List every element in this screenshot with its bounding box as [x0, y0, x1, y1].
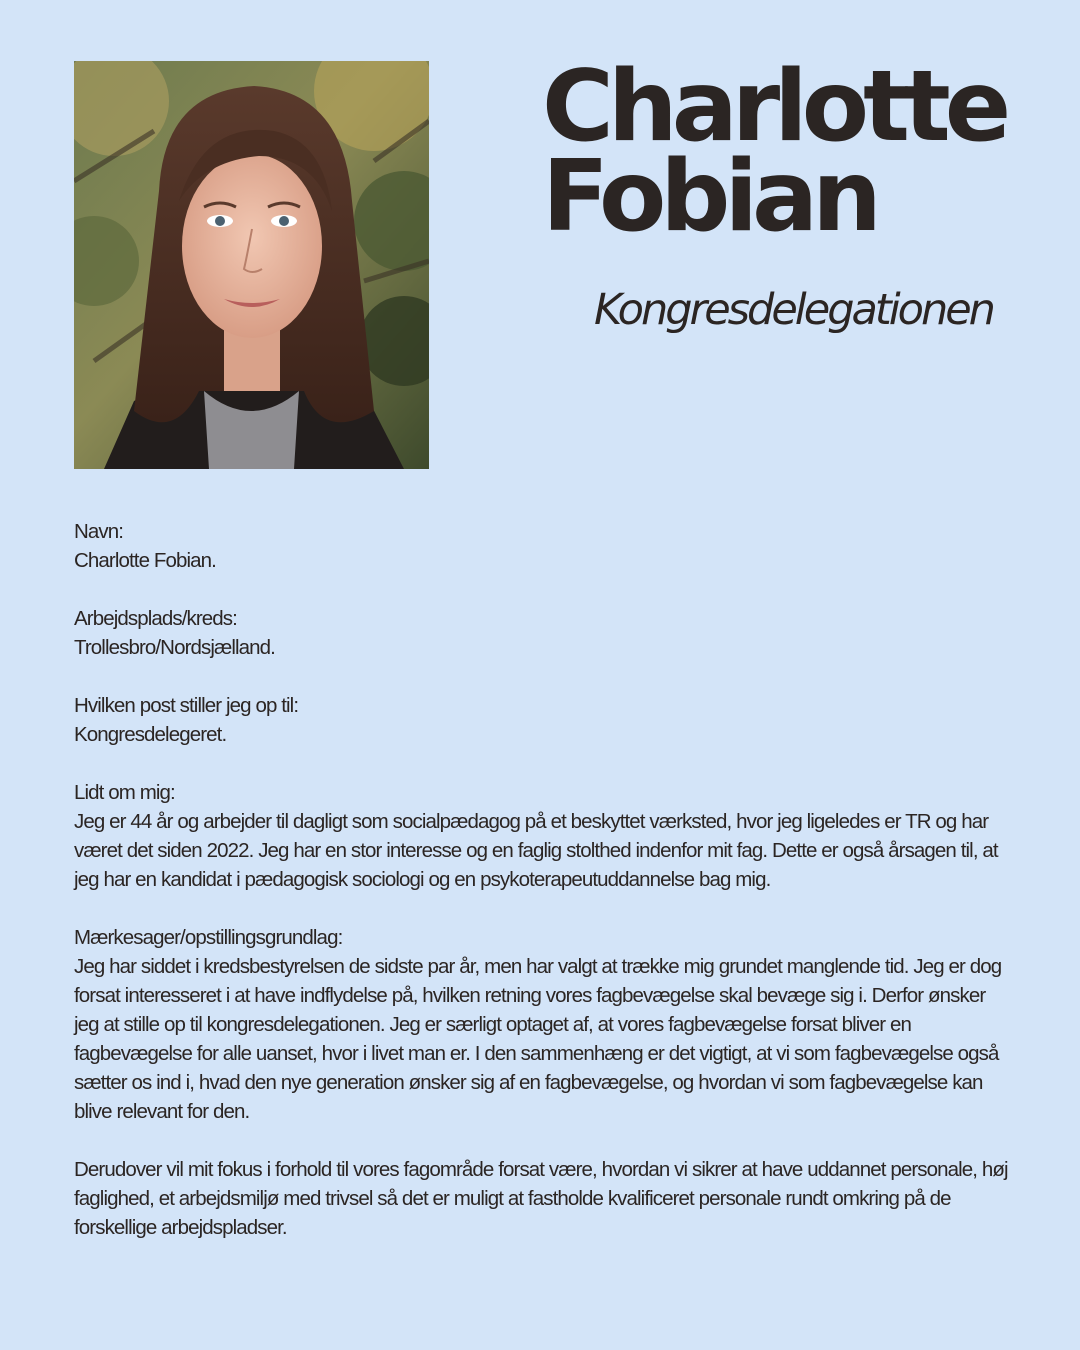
- section-label: Hvilken post stiller jeg op til:: [74, 694, 299, 717]
- section-label: Mærkesager/opstillingsgrundlag:: [74, 926, 343, 949]
- profile-content: [74, 517, 1014, 1271]
- candidate-name: [542, 50, 1006, 254]
- portrait-photo-icon: [74, 61, 429, 469]
- section-label: Arbejdsplads/kreds:: [74, 607, 237, 630]
- section-arbejdsplads: [74, 604, 1014, 662]
- section-derudover: [74, 1155, 1014, 1242]
- portrait-photo: [74, 61, 429, 469]
- section-value: Trollesbro/Nordsjælland.: [74, 636, 275, 659]
- section-om-mig: [74, 778, 1014, 894]
- section-value: Jeg har siddet i kredsbestyrelsen de sidste par år, men har valgt at trække mig grundet manglende tid. Jeg er dog forsat interesseret i at have indflydelse på, hvilken retning vores fagbevægelse skal bevæge sig i. Derfor ønsker jeg at stille op til kongresdelegationen. Jeg er særligt optaget af, at vores fagbevægelse forsat bliver en fagbevægelse for alle uanset, hvor i livet man er. I den sammenhæng er det vigtigt, at vi som fagbevægelse også sætter os ind i, hvad den nye generation ønsker sig af en fagbevægelse, og hvordan vi som fagbevægelse kan blive relevant for den.: [74, 955, 1002, 1123]
- section-navn: [74, 517, 1014, 575]
- first-name: Charlotte: [542, 50, 1006, 164]
- section-maerkesager: [74, 923, 1014, 1126]
- section-post: [74, 691, 1014, 749]
- section-label: Navn:: [74, 520, 124, 543]
- section-label: Lidt om mig:: [74, 781, 175, 804]
- role-subtitle: Kongresdelegationen: [594, 285, 993, 335]
- section-value: Jeg er 44 år og arbejder til dagligt som socialpædagog på et beskyttet værksted, hvor jeg ligeledes er TR og har været det siden 2022. Jeg har en stor interesse og en faglig stolthed indenfor mit fag. Dette er også årsagen til, at jeg har en kandidat i pædagogisk sociologi og en psykoterapeutuddannelse bag mig.: [74, 810, 998, 891]
- section-value: Derudover vil mit fokus i forhold til vores fagområde forsat være, hvordan vi sikrer at have uddannet personale, høj faglighed, et arbejdsmiljø med trivsel så det er muligt at fastholde kvalificeret personale rundt omkring på de forskellige arbejdspladser.: [74, 1158, 1008, 1239]
- section-value: Charlotte Fobian.: [74, 549, 216, 572]
- section-value: Kongresdelegeret.: [74, 723, 227, 746]
- last-name: Fobian: [542, 140, 876, 254]
